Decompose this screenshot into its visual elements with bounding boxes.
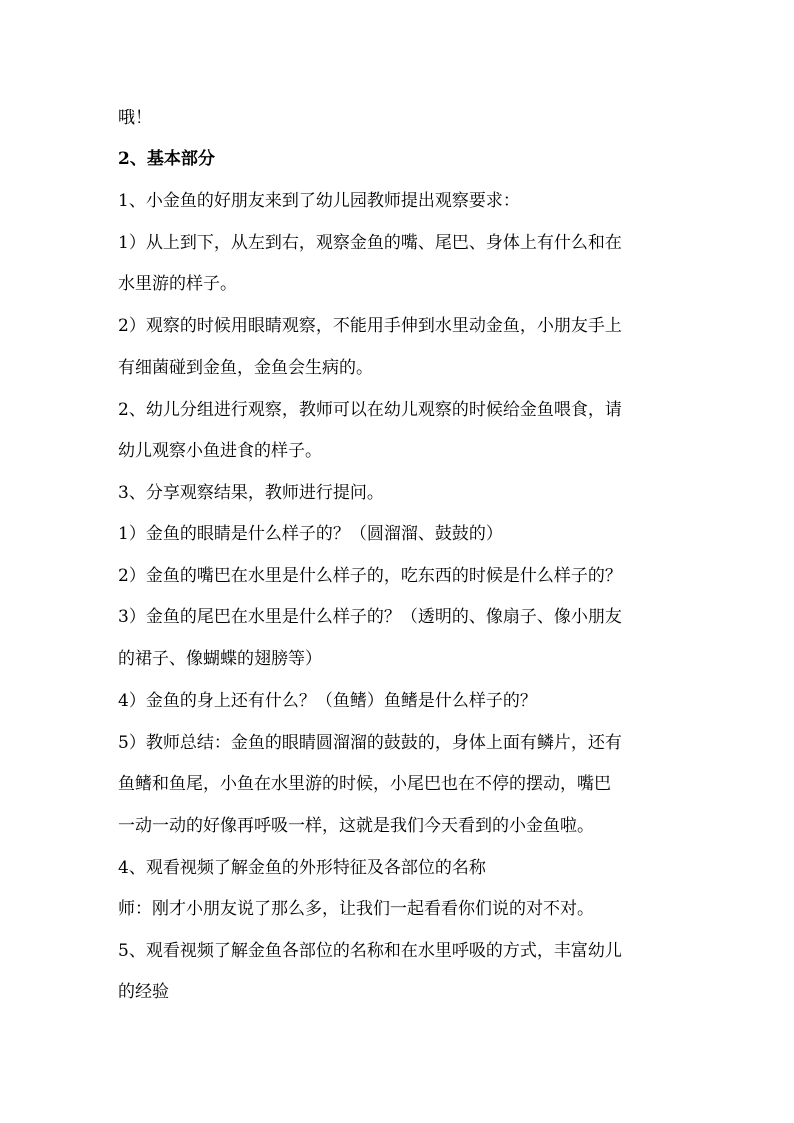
- text-line: 4）金鱼的身上还有什么？（鱼鳍）鱼鳍是什么样子的？: [118, 691, 537, 711]
- text-line: 一动一动的好像再呼吸一样，这就是我们今天看到的小金鱼啦。: [118, 816, 594, 836]
- text-line: 1）从上到下，从左到右，观察金鱼的嘴、尾巴、身体上有什么和在: [118, 233, 622, 253]
- text-line: 2）金鱼的嘴巴在水里是什么样子的，吃东西的时候是什么样子的？: [118, 566, 622, 586]
- text-line: 鱼鳍和鱼尾，小鱼在水里游的时候，小尾巴也在不停的摆动，嘴巴: [118, 774, 611, 794]
- text-line: 哦！: [118, 108, 152, 128]
- text-line: 1）金鱼的眼睛是什么样子的？（圆溜溜、鼓鼓的）: [118, 524, 503, 544]
- text-line: 师：刚才小朋友说了那么多，让我们一起看看你们说的对不对。: [118, 899, 594, 919]
- text-line: 2）观察的时候用眼睛观察，不能用手伸到水里动金鱼，小朋友手上: [118, 316, 622, 336]
- text-line: 3、分享观察结果，教师进行提问。: [118, 483, 384, 503]
- text-line: 2、幼儿分组进行观察，教师可以在幼儿观察的时候给金鱼喂食，请: [118, 400, 622, 420]
- section-heading: 2、基本部分: [118, 149, 215, 169]
- text-line: 的裙子、像蝴蝶的翅膀等）: [118, 649, 322, 669]
- text-line: 1、小金鱼的好朋友来到了幼儿园教师提出观察要求：: [118, 191, 520, 211]
- text-line: 水里游的样子。: [118, 274, 237, 294]
- text-line: 幼儿观察小鱼进食的样子。: [118, 441, 322, 461]
- text-line: 5、观看视频了解金鱼各部位的名称和在水里呼吸的方式，丰富幼儿: [118, 941, 622, 961]
- text-line: 的经验: [118, 982, 169, 1002]
- text-line: 有细菌碰到金鱼，金鱼会生病的。: [118, 358, 373, 378]
- text-line: 5）教师总结：金鱼的眼睛圆溜溜的鼓鼓的，身体上面有鳞片，还有: [118, 733, 622, 753]
- text-line: 4、观看视频了解金鱼的外形特征及各部位的名称: [118, 858, 486, 878]
- text-line: 3）金鱼的尾巴在水里是什么样子的？（透明的、像扇子、像小朋友: [118, 607, 622, 627]
